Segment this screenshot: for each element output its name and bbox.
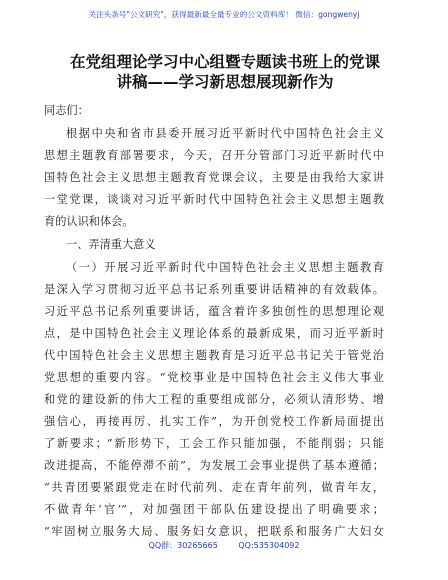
footer-banner [0,540,448,551]
document-title-line-2: 讲稿——学习新思想展现新作为 [116,73,334,91]
body-line: 根据中央和省市县委开展习近平新时代中国特色社会主义 [66,127,384,140]
body-line: “共青团要紧跟党走在时代前列、走在青年前列，做青年友， [44,481,384,494]
document-title-line-1: 在党组理论学习中心组暨专题读书班上的党课 [69,53,380,71]
body-line: 了新要求；“新形势下，工会工作只能加强，不能削弱；只能 [44,437,384,450]
body-line: 一堂党课，谈谈对习近平新时代中国特色社会主义思想主题教 [44,193,384,206]
body-line: 不做青年‘官’”，对加强团干部队伍建设提出了明确要求； [44,503,384,516]
body-line: 习近平总书记系列重要讲话，蕴含着许多独创性的思想理论观 [44,305,384,318]
body-line: 党思想的重要内容。“党校事业是中国特色社会主义伟大事业 [44,371,384,384]
footer-qq-group: QQ群：30265665 [148,541,218,550]
body-line: 和党的建设新的伟大工程的重要组成部分，必须认清形势、增 [44,393,384,406]
body-line: 代中国特色社会主义思想主题教育是习近平总书记关于管党治 [44,349,384,362]
body-line: 点，是中国特色社会主义理论体系的最新成果，而习近平新时 [44,327,384,340]
body-line: （一）开展习近平新时代中国特色社会主义思想主题教育 [66,261,384,274]
body-line: 思想主题教育部署要求，今天，召开分管部门习近平新时代中 [44,149,384,162]
header-banner: 关注头条号"公文研究"，获得最新最全最专业的公文资料库！ 微信：gongwenyj [88,10,360,19]
salutation: 同志们： [44,104,89,117]
footer-qq: QQ:535304092 [238,541,300,550]
body-line: 育的认识和体会。 [44,215,134,228]
body-line: 国特色社会主义思想主题教育党课会议，主要是由我给大家讲 [44,171,384,184]
body-line: 是深入学习贯彻习近平总书记系列重要讲话精神的有效载体。 [44,283,384,296]
body-line: 强信心，再接再厉、扎实工作”，为开创党校工作新局面提出 [44,415,384,428]
section-heading: 一、弄清重大意义 [66,238,156,251]
body-line: 改进提高，不能停滞不前”，为发展工会事业提供了基本遵循； [44,459,384,472]
body-line: “牢固树立服务大局、服务妇女意识，把联系和服务广大妇女 [44,525,384,538]
